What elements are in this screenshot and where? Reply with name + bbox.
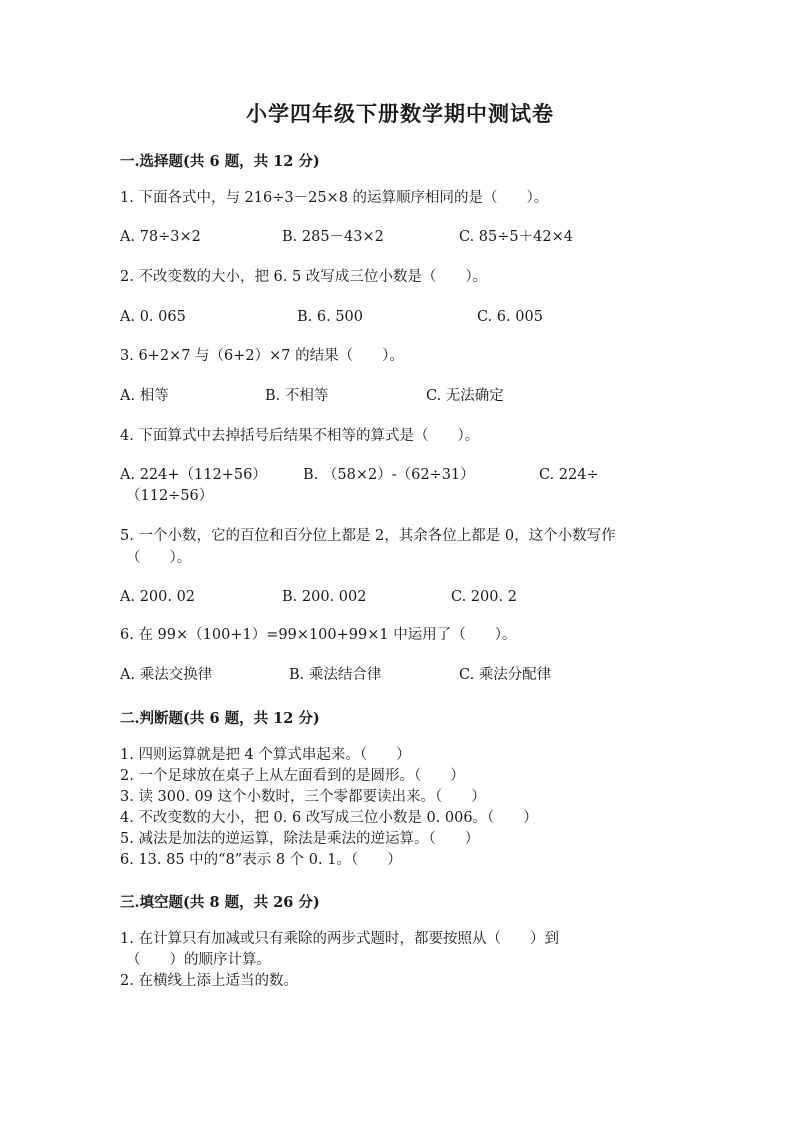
option-a: A. 224+（112+56） — [120, 467, 267, 483]
option-a: A. 相等 — [120, 388, 169, 404]
true-false-item: 4. 不改变数的大小，把 0. 6 改写成三位小数是 0. 006。（ ） — [120, 810, 538, 826]
true-false-item: 3. 读 300. 09 这个小数时，三个零都要读出来。（ ） — [120, 789, 486, 805]
option-b: B. （58×2）-（62÷31） — [303, 467, 475, 483]
section-heading-choice: 一.选择题(共 6 题，共 12 分) — [120, 153, 320, 170]
option-a: A. 78÷3×2 — [120, 229, 201, 245]
option-b: B. 200. 002 — [282, 589, 367, 605]
question-stem: 6. 在 99×（100+1）=99×100+99×1 中运用了（ ）。 — [120, 627, 517, 643]
question-stem: 1. 下面各式中，与 216÷3－25×8 的运算顺序相同的是（ ）。 — [120, 190, 549, 206]
question-stem-continuation: （ ）。 — [126, 550, 192, 566]
option-a: A. 200. 02 — [120, 589, 196, 605]
option-c-continuation: （112÷56） — [126, 488, 214, 504]
question-stem: 3. 6+2×7 与（6+2）×7 的结果（ ）。 — [120, 348, 404, 364]
fill-blank-item: 1. 在计算只有加减或只有乘除的两步式题时，都要按照从（ ）到 — [120, 931, 559, 947]
option-c: C. 乘法分配律 — [459, 667, 552, 683]
question-stem: 4. 下面算式中去掉括号后结果不相等的算式是（ ）。 — [120, 428, 480, 444]
option-b: B. 不相等 — [265, 388, 329, 404]
fill-blank-item-continuation: （ ）的顺序计算。 — [126, 952, 271, 968]
true-false-item: 6. 13. 85 中的“8”表示 8 个 0. 1。（ ） — [120, 852, 402, 868]
section-heading-fill-blank: 三.填空题(共 8 题，共 26 分) — [120, 894, 320, 911]
question-stem: 2. 不改变数的大小，把 6. 5 改写成三位小数是（ ）。 — [120, 269, 488, 285]
page-title: 小学四年级下册数学期中测试卷 — [246, 101, 554, 126]
option-a: A. 乘法交换律 — [120, 667, 213, 683]
true-false-item: 1. 四则运算就是把 4 个算式串起来。（ ） — [120, 747, 411, 763]
option-c: C. 85÷5＋42×4 — [459, 229, 573, 245]
option-c: C. 200. 2 — [451, 589, 517, 605]
fill-blank-item: 2. 在横线上添上适当的数。 — [120, 973, 298, 989]
option-c: C. 224÷ — [539, 467, 599, 483]
question-stem: 5. 一个小数，它的百位和百分位上都是 2，其余各位上都是 0，这个小数写作 — [120, 528, 616, 544]
option-a: A. 0. 065 — [120, 309, 186, 325]
option-b: B. 285－43×2 — [282, 229, 384, 245]
option-b: B. 6. 500 — [297, 309, 363, 325]
true-false-item: 5. 减法是加法的逆运算，除法是乘法的逆运算。（ ） — [120, 831, 480, 847]
true-false-item: 2. 一个足球放在桌子上从左面看到的是圆形。（ ） — [120, 768, 465, 784]
option-c: C. 6. 005 — [477, 309, 543, 325]
option-c: C. 无法确定 — [426, 388, 504, 404]
section-heading-true-false: 二.判断题(共 6 题，共 12 分) — [120, 710, 320, 727]
option-b: B. 乘法结合律 — [289, 667, 382, 683]
